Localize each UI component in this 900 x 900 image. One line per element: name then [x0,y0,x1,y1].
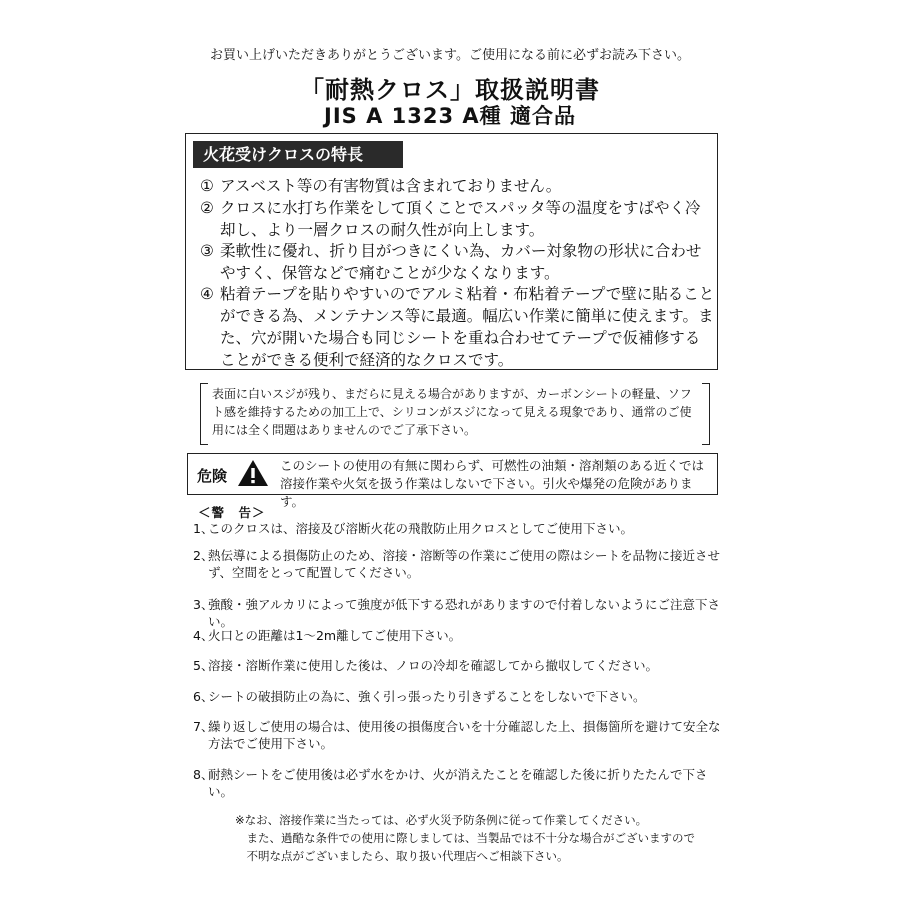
features-heading: 火花受けクロスの特長 [193,141,403,168]
warning-item [193,688,733,705]
warning-number: 6、 [193,689,214,704]
warnings-heading: ＜警 告＞ [198,505,266,520]
warning-text: 溶接・溶断作業に使用した後は、ノロの冷却を確認してから撤収してください。 [208,658,659,673]
warning-text: 熱伝導による損傷防止のため、溶接・溶断等の作業にご使用の際はシートを品物に接近させず、空間をとって配置してください。 [208,548,721,580]
intro-text: お買い上げいただきありがとうございます。ご使用になる前に必ずお読み下さい。 [210,48,690,63]
warning-triangle-icon [237,458,269,488]
feature-text: クロスに水打ち作業をして頂くことでスパッタ等の温度をすばやく冷却し、より一層クロスの耐久性が向上します。 [220,199,701,239]
danger-text: このシートの使用の有無に関わらず、可燃性の油類・溶剤類のある近くでは溶接作業や火気を扱う作業はしないで下さい。引火や爆発の危険があります。 [280,458,705,509]
feature-number: ② [200,199,214,217]
footer-line: 不明な点がございましたら、取り扱い代理店へご相談下さい。 [235,849,569,863]
feature-item [200,240,710,282]
feature-item [200,175,710,197]
feature-item [200,283,715,369]
note-bracket-left [200,383,208,445]
warning-item [193,520,733,537]
note-bracket-right [702,383,710,445]
warning-item [193,596,733,629]
warning-text: 強酸・強アルカリによって強度が低下する恐れがありますので付着しないようにご注意下さい。 [208,597,721,629]
warning-number: 8、 [193,767,214,782]
footer-line: また、過酷な条件での使用に際しましては、当製品では不十分な場合がございますので [235,831,695,845]
warning-text: 繰り返しご使用の場合は、使用後の損傷度合いを十分確認した上、損傷箇所を避けて安全な方法でご使用下さい。 [208,719,721,751]
warning-number: 3、 [193,597,214,612]
warning-item [193,547,733,580]
feature-text: アスベスト等の有害物質は含まれておりません。 [220,177,562,195]
note-text: 表面に白いスジが残り、まだらに見える場合がありますが、カーボンシートの軽量、ソフト感を維持するための加工上で、シリコンがスジになって見える現象であり、通常のご使用には全く問題はありませんのでご了承下さい。 [212,387,692,437]
warning-number: 5、 [193,658,214,673]
warning-item [193,718,733,751]
feature-number: ① [200,177,214,195]
warning-number: 4、 [193,628,214,643]
warning-item [193,657,733,674]
warning-number: 2、 [193,548,214,563]
feature-item [200,197,710,239]
footer-line: ※なお、溶接作業に当たっては、必ず火災予防条例に従って作業してください。 [235,813,648,827]
danger-label: 危険 [197,467,228,485]
feature-text: 粘着テープを貼りやすいのでアルミ粘着・布粘着テープで壁に貼ることができる為、メンテナンス等に最適。幅広い作業に簡単に使えます。また、穴が開いた場合も同じシートを重ね合わせてテープで仮補修することができる便利で経済的なクロスです。 [220,285,715,369]
feature-number: ③ [200,242,214,260]
feature-text: 柔軟性に優れ、折り目がつきにくい為、カバー対象物の形状に合わせやすく、保管などで痛むことが少なくなります。 [220,242,702,282]
warning-number: 7、 [193,719,214,734]
warning-text: 耐熱シートをご使用後は必ず水をかけ、火が消えたことを確認した後に折りたたんで下さい。 [208,767,708,799]
warning-text: 火口との距離は1～2m離してご使用下さい。 [208,628,462,643]
warning-number: 1、 [193,521,214,536]
footer-note [235,811,735,865]
document-title: 「耐熱クロス」取扱説明書 [300,76,600,104]
document-subtitle: JIS A 1323 A種 適合品 [324,104,576,128]
warning-item [193,627,733,644]
warning-text: このクロスは、溶接及び溶断火花の飛散防止用クロスとしてご使用下さい。 [208,521,634,536]
warning-text: シートの破損防止の為に、強く引っ張ったり引きずることをしないで下さい。 [208,689,646,704]
feature-number: ④ [200,285,214,303]
warning-item [193,766,733,799]
